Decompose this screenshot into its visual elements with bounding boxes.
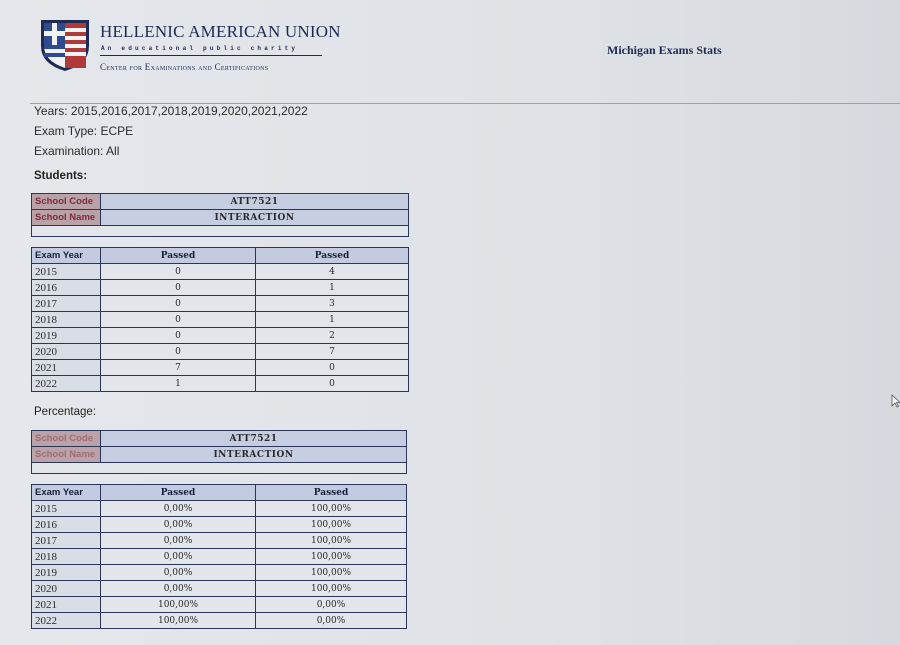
school-name-value: INTERACTION (101, 210, 409, 226)
school-code-value: ATT7521 (101, 431, 407, 447)
column-header-exam-year: Exam Year (32, 485, 101, 501)
passed-cell: 0,00% (101, 501, 256, 517)
table-row (32, 344, 409, 360)
passed-cell-2: 0,00% (256, 597, 407, 613)
passed-cell: 0,00% (101, 517, 256, 533)
exam-year-cell: 2021 (32, 597, 101, 613)
org-tagline: An educational public charity (101, 45, 299, 52)
passed-cell: 0 (101, 264, 256, 280)
students-section-label: Students: (34, 170, 88, 182)
exam-year-cell: 2019 (32, 328, 101, 344)
spacer-row (32, 474, 407, 485)
passed-cell-2: 100,00% (256, 517, 407, 533)
table-row (32, 501, 407, 517)
passed-cell-2: 2 (256, 328, 409, 344)
exam-year-cell: 2020 (32, 581, 101, 597)
filter-exam-type: Exam Type: ECPE (34, 124, 134, 138)
table-row (32, 549, 407, 565)
exam-year-cell: 2017 (32, 533, 101, 549)
table-row (32, 328, 409, 344)
table-row (32, 296, 409, 312)
exam-year-cell: 2018 (32, 549, 101, 565)
blank-row (32, 463, 407, 474)
passed-cell-2: 100,00% (256, 501, 407, 517)
percentage-rows (32, 501, 407, 629)
passed-cell: 0,00% (101, 581, 256, 597)
table-row (32, 613, 407, 629)
table-row (32, 376, 409, 392)
students-rows (32, 264, 409, 392)
table-row (32, 280, 409, 296)
school-code-label: School Code (32, 431, 101, 447)
passed-cell-2: 4 (256, 264, 409, 280)
students-table (31, 193, 409, 392)
passed-cell-2: 100,00% (256, 565, 407, 581)
column-header-passed: Passed (101, 485, 256, 501)
table-row (32, 312, 409, 328)
column-header-exam-year: Exam Year (32, 248, 101, 264)
filter-years: Years: 2015,2016,2017,2018,2019,2020,2021,2022 (34, 104, 308, 118)
exam-year-cell: 2022 (32, 376, 101, 392)
passed-cell-2: 0 (256, 376, 409, 392)
passed-cell: 100,00% (101, 613, 256, 629)
passed-cell-2: 3 (256, 296, 409, 312)
passed-cell: 0 (101, 312, 256, 328)
mouse-cursor-icon (891, 394, 900, 408)
table-row (32, 597, 407, 613)
blank-row (32, 226, 409, 237)
school-code-value: ATT7521 (101, 194, 409, 210)
report-header (0, 0, 900, 100)
school-name-label: School Name (32, 210, 101, 226)
org-subtitle: Center for Examinations and Certifications (100, 62, 269, 72)
exam-year-cell: 2022 (32, 613, 101, 629)
exam-year-cell: 2016 (32, 517, 101, 533)
exam-year-cell: 2020 (32, 344, 101, 360)
column-header-passed: Passed (101, 248, 256, 264)
passed-cell-2: 1 (256, 280, 409, 296)
exam-year-cell: 2016 (32, 280, 101, 296)
passed-cell-2: 100,00% (256, 581, 407, 597)
filter-examination: Examination: All (34, 144, 120, 158)
passed-cell: 0 (101, 328, 256, 344)
passed-cell-2: 100,00% (256, 549, 407, 565)
school-code-label: School Code (32, 194, 101, 210)
table-row (32, 517, 407, 533)
report-title: Michigan Exams Stats (607, 43, 722, 57)
exam-year-cell: 2017 (32, 296, 101, 312)
passed-cell-2: 0,00% (256, 613, 407, 629)
passed-cell: 0,00% (101, 565, 256, 581)
passed-cell-2: 100,00% (256, 533, 407, 549)
hau-shield-logo-icon (38, 16, 92, 72)
exam-year-cell: 2015 (32, 264, 101, 280)
exam-year-cell: 2021 (32, 360, 101, 376)
passed-cell: 0 (101, 344, 256, 360)
passed-cell: 0,00% (101, 533, 256, 549)
school-name-value: INTERACTION (101, 447, 407, 463)
school-name-label: School Name (32, 447, 101, 463)
exam-year-cell: 2019 (32, 565, 101, 581)
table-row (32, 264, 409, 280)
column-header-passed-2: Passed (256, 248, 409, 264)
table-row (32, 581, 407, 597)
passed-cell: 7 (101, 360, 256, 376)
spacer-row (32, 237, 409, 248)
percentage-section-label: Percentage: (34, 406, 97, 418)
passed-cell-2: 0 (256, 360, 409, 376)
passed-cell: 100,00% (101, 597, 256, 613)
exam-year-cell: 2018 (32, 312, 101, 328)
table-row (32, 360, 409, 376)
passed-cell-2: 7 (256, 344, 409, 360)
passed-cell: 0 (101, 296, 256, 312)
passed-cell: 0,00% (101, 549, 256, 565)
table-row (32, 565, 407, 581)
passed-cell-2: 1 (256, 312, 409, 328)
passed-cell: 0 (101, 280, 256, 296)
divider (100, 55, 322, 56)
org-name: HELLENIC AMERICAN UNION (100, 22, 341, 41)
table-row (32, 533, 407, 549)
column-header-passed-2: Passed (256, 485, 407, 501)
percentage-table (31, 430, 407, 629)
passed-cell: 1 (101, 376, 256, 392)
exam-year-cell: 2015 (32, 501, 101, 517)
